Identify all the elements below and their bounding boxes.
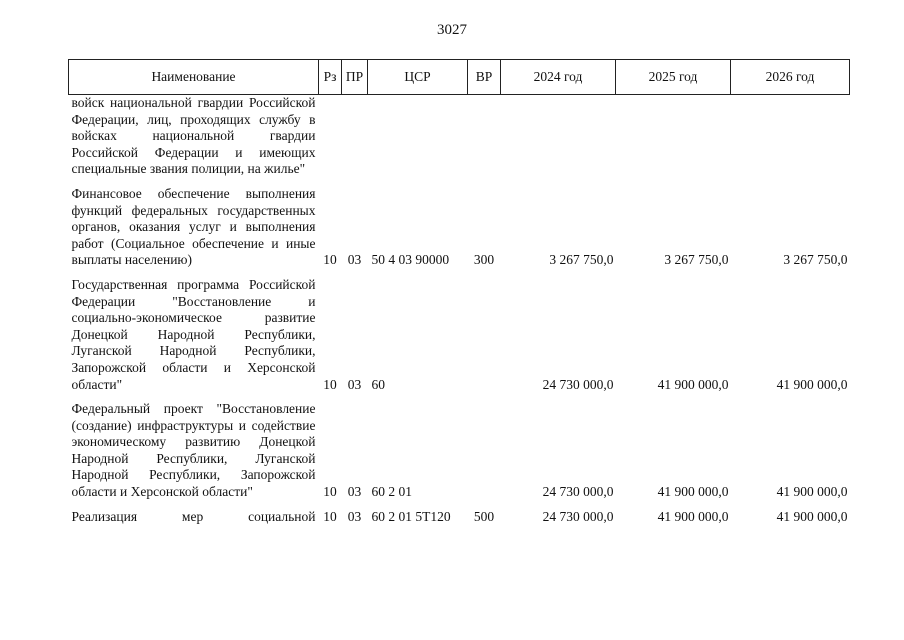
row-name: Федеральный проект "Восстановление (создание) инфраструктуры и содействие экономическому развитию Донецкой Народной Республики, Луганской Народной Республики, Запорожской области и Херсонской области" (71, 401, 316, 500)
row-spacer (69, 501, 850, 509)
row-2025: 41 900 000,0 (657, 376, 729, 392)
row-2024: 24 730 000,0 (542, 376, 614, 392)
row-2025: 3 267 750,0 (664, 252, 729, 268)
row-2026: 3 267 750,0 (783, 252, 848, 268)
row-vr: 500 (473, 508, 495, 524)
header-2026: 2026 год (731, 60, 850, 95)
row-vr (468, 401, 501, 501)
row-spacer (69, 393, 850, 401)
row-pr: 03 (347, 508, 362, 524)
row-2026: 41 900 000,0 (776, 508, 848, 524)
header-vr: ВР (468, 60, 501, 95)
row-rz: 10 (323, 252, 337, 268)
header-2025: 2025 год (616, 60, 731, 95)
row-name: Финансовое обеспечение выполнения функций федеральных государственных органов, оказания услуг и выполнения работ (Социальное обеспечение и иные выплаты населению) (71, 185, 316, 268)
row-name: Государственная программа Российской Федерации "Восстановление и социально-экономическое развитие Донецкой Народной Республики, Луганской Народной Республики, Запорожской области и Херсонской области" (71, 276, 316, 392)
row-csr: 60 2 01 5Т120 (371, 508, 451, 524)
row-2024 (501, 95, 616, 178)
row-rz: 10 (323, 508, 337, 524)
row-vr: 300 (473, 252, 495, 268)
table-body (69, 95, 850, 526)
row-csr: 50 4 03 90000 (371, 252, 450, 268)
header-csr: ЦСР (368, 60, 468, 95)
row-csr (368, 95, 468, 178)
row-2026 (731, 95, 850, 178)
row-pr: 03 (347, 252, 362, 268)
row-rz: 10 (323, 484, 337, 500)
row-2026: 41 900 000,0 (776, 484, 848, 500)
row-vr (468, 277, 501, 393)
table-row (69, 509, 850, 526)
row-spacer (69, 178, 850, 186)
row-pr: 03 (347, 376, 362, 392)
table-row (69, 277, 850, 393)
row-csr: 60 2 01 (371, 484, 412, 500)
row-2025: 41 900 000,0 (657, 484, 729, 500)
header-rz: Рз (319, 60, 342, 95)
header-pr: ПР (342, 60, 368, 95)
row-rz: 10 (323, 376, 337, 392)
row-2025: 41 900 000,0 (657, 508, 729, 524)
row-csr: 60 (371, 376, 385, 392)
header-name: Наименование (69, 60, 319, 95)
row-name: Реализация мер социальной (71, 508, 316, 524)
table-row (69, 186, 850, 269)
row-2025 (616, 95, 731, 178)
row-spacer (69, 269, 850, 277)
table-row (69, 401, 850, 501)
row-2024: 3 267 750,0 (549, 252, 614, 268)
header-2024: 2024 год (501, 60, 616, 95)
budget-table (68, 59, 850, 525)
row-vr (468, 95, 501, 178)
row-pr (342, 95, 368, 178)
row-pr: 03 (347, 484, 362, 500)
page-number: 3027 (437, 22, 467, 38)
row-2024: 24 730 000,0 (542, 508, 614, 524)
row-2024: 24 730 000,0 (542, 484, 614, 500)
table-header (69, 60, 850, 95)
row-rz (319, 95, 342, 178)
header-row (69, 60, 850, 95)
table-row (69, 95, 850, 178)
row-2026: 41 900 000,0 (776, 376, 848, 392)
row-name: войск национальной гвардии Российской Федерации, лиц, проходящих службу в войсках национальной гвардии Российской Федерации и имеющих специальные звания полиции, на жилье" (71, 95, 316, 177)
